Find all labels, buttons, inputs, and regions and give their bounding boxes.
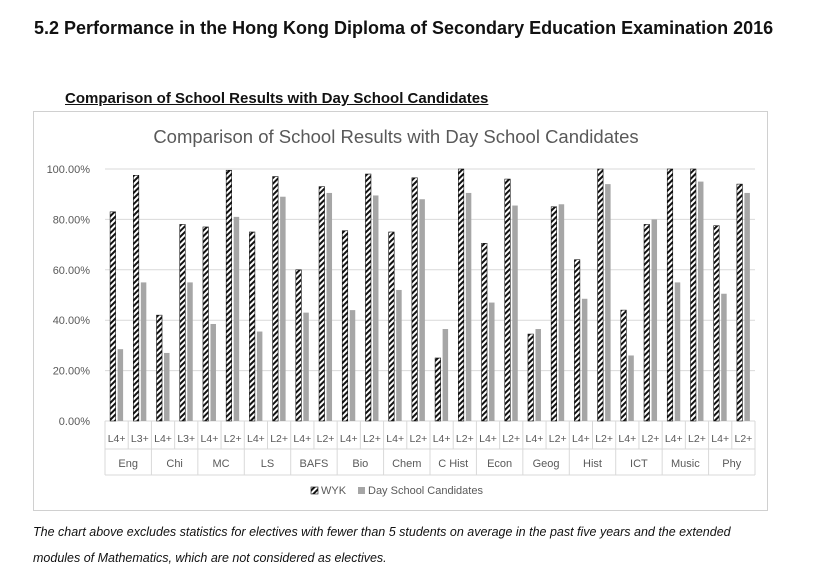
bar-day-school xyxy=(535,329,541,421)
x-level-label: L4+ xyxy=(339,433,358,445)
bar-day-school xyxy=(350,310,356,421)
x-subject-label: C Hist xyxy=(438,458,469,470)
bar-wyk xyxy=(551,207,557,421)
x-level-label: L3+ xyxy=(130,433,149,445)
bar-wyk xyxy=(690,169,696,421)
bar-wyk xyxy=(667,169,673,421)
x-level-label: L4+ xyxy=(571,433,590,445)
x-subject-label: Chem xyxy=(392,458,422,470)
x-level-label: L4+ xyxy=(618,433,637,445)
bar-wyk xyxy=(226,170,232,421)
bar-wyk xyxy=(133,175,139,421)
bar-day-school xyxy=(652,219,658,421)
bar-day-school xyxy=(303,313,309,421)
y-tick-label: 0.00% xyxy=(58,416,90,428)
x-level-label: L2+ xyxy=(270,433,289,445)
bar-wyk xyxy=(458,169,464,421)
bar-day-school xyxy=(443,329,449,421)
bar-day-school xyxy=(257,332,263,421)
x-level-label: L2+ xyxy=(316,433,335,445)
x-subject-label: Hist xyxy=(583,458,602,470)
bar-wyk xyxy=(365,174,371,421)
x-level-label: L2+ xyxy=(688,433,706,445)
bar-day-school xyxy=(628,355,634,421)
y-axis-ticks xyxy=(47,164,91,428)
bar-wyk xyxy=(737,184,743,421)
y-tick-label: 80.00% xyxy=(52,214,90,227)
x-level-label: L4+ xyxy=(432,433,451,445)
bar-chart xyxy=(33,111,768,511)
bar-wyk xyxy=(621,310,627,421)
bar-wyk xyxy=(412,178,418,421)
bar-wyk xyxy=(203,227,209,421)
bar-wyk xyxy=(574,260,580,421)
x-subject-label: BAFS xyxy=(299,458,329,470)
x-level-label: L4+ xyxy=(664,433,683,445)
x-subject-label: Geog xyxy=(532,458,560,470)
bar-wyk xyxy=(342,231,348,421)
x-axis xyxy=(105,421,755,475)
legend-label-wyk: WYK xyxy=(321,485,347,497)
x-level-label: L4+ xyxy=(386,433,405,445)
bar-day-school xyxy=(582,299,588,421)
bar-day-school xyxy=(675,282,681,421)
bar-day-school xyxy=(396,290,402,421)
bar-series xyxy=(110,169,750,421)
bar-wyk xyxy=(249,232,255,421)
bar-day-school xyxy=(489,303,495,421)
bar-day-school xyxy=(466,193,472,421)
x-subject-label: LS xyxy=(260,458,275,470)
x-subject-label: Phy xyxy=(722,458,742,470)
x-level-label: L2+ xyxy=(641,433,660,445)
x-level-label: L2+ xyxy=(734,433,753,445)
x-level-label: L2+ xyxy=(595,433,614,445)
bar-day-school xyxy=(605,184,611,421)
x-subject-label: MC xyxy=(212,458,230,470)
legend-label-day: Day School Candidates xyxy=(368,485,483,497)
bar-day-school xyxy=(141,282,147,421)
y-tick-label: 100.00% xyxy=(46,164,90,176)
bar-wyk xyxy=(435,358,441,421)
x-subject-label: Bio xyxy=(352,458,369,470)
x-level-label: L4+ xyxy=(200,433,219,445)
bar-wyk xyxy=(157,315,163,421)
x-level-label: L2+ xyxy=(455,433,474,445)
x-level-label: L4+ xyxy=(154,433,172,445)
page-heading: 5.2 Performance in the Hong Kong Diploma of Secondary Education Examination 2016 xyxy=(34,18,774,38)
y-tick-label: 40.00% xyxy=(52,315,90,328)
bar-day-school xyxy=(512,206,518,421)
bar-day-school xyxy=(744,193,750,421)
bar-wyk xyxy=(110,212,116,421)
bar-day-school xyxy=(234,217,240,421)
x-level-label: L2+ xyxy=(409,433,428,445)
legend-swatch-wyk xyxy=(311,487,318,494)
chart-subheading: Comparison of School Results with Day School Candidates xyxy=(65,90,489,107)
bar-wyk xyxy=(528,334,534,421)
bar-day-school xyxy=(327,193,333,421)
x-level-label: L4+ xyxy=(479,433,497,445)
bar-wyk xyxy=(319,187,325,421)
x-subject-label: Econ xyxy=(487,458,513,470)
bar-wyk xyxy=(296,270,302,421)
bar-wyk xyxy=(644,224,650,421)
footnote-line-1: The chart above excludes statistics for electives with fewer than 5 students on average in the past five years and the extended xyxy=(33,525,731,539)
x-level-label: L2+ xyxy=(223,433,242,445)
bar-wyk xyxy=(273,177,279,421)
x-level-label: L4+ xyxy=(293,433,312,445)
bar-day-school xyxy=(280,197,286,421)
bar-day-school xyxy=(721,294,727,421)
bar-day-school xyxy=(118,349,124,421)
bar-day-school xyxy=(698,182,704,421)
footnote xyxy=(33,519,823,571)
bar-wyk xyxy=(714,226,720,421)
bar-wyk xyxy=(482,243,488,421)
x-subject-label: Chi xyxy=(166,458,183,470)
chart-legend xyxy=(311,485,483,497)
x-level-label: L4+ xyxy=(107,433,126,445)
bar-day-school xyxy=(164,353,170,421)
x-level-label: L4+ xyxy=(525,433,544,445)
legend-swatch-day xyxy=(358,487,365,494)
x-level-label: L2+ xyxy=(502,433,521,445)
bar-day-school xyxy=(419,199,425,421)
x-level-label: L4+ xyxy=(246,433,265,445)
chart-title: Comparison of School Results with Day School Candidates xyxy=(153,126,639,147)
x-subject-label: Music xyxy=(670,458,700,470)
x-subject-label: ICT xyxy=(630,458,648,470)
gridlines xyxy=(105,169,755,421)
x-level-label: L2+ xyxy=(548,433,567,445)
x-level-label: L4+ xyxy=(711,433,730,445)
bar-wyk xyxy=(180,224,186,421)
bar-wyk xyxy=(389,232,395,421)
y-tick-label: 60.00% xyxy=(52,264,90,277)
bar-wyk xyxy=(505,179,511,421)
y-tick-label: 20.00% xyxy=(52,365,90,378)
bar-day-school xyxy=(187,282,193,421)
bar-day-school xyxy=(210,324,216,421)
bar-day-school xyxy=(373,195,379,421)
footnote-line-2: modules of Mathematics, which are not considered as electives. xyxy=(33,551,387,565)
x-level-label: L2+ xyxy=(363,433,381,445)
bar-wyk xyxy=(598,169,604,421)
x-subject-label: Eng xyxy=(118,458,139,470)
bar-day-school xyxy=(559,204,565,421)
x-level-label: L3+ xyxy=(177,433,196,445)
